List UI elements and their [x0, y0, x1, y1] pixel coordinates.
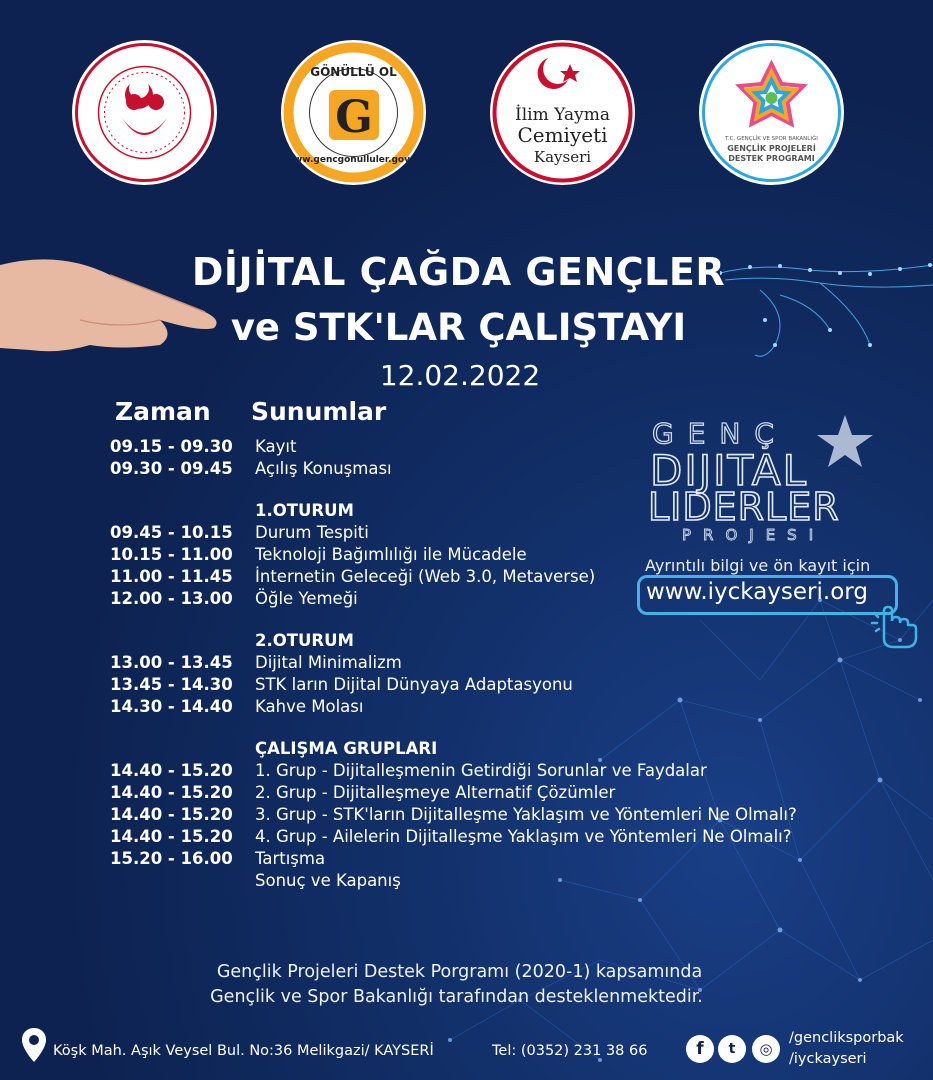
pointer-hand-icon — [870, 605, 925, 650]
twitter-icon[interactable]: t — [718, 1035, 746, 1063]
ilim-line3: Kayseri — [533, 148, 592, 166]
column-header-presentations: Sunumlar — [251, 397, 387, 426]
schedule-time: 15.20 - 16.00 — [110, 849, 233, 868]
ilim-line2: Cemiyeti — [517, 123, 608, 147]
funding-note-line2: Gençlik ve Spor Bakanlığı tarafından desteklenmektedir. — [210, 987, 703, 1007]
schedule-desc: 1. Grup - Dijitalleşmenin Getirdiği Sorunlar ve Faydalar — [255, 761, 707, 780]
schedule-desc: Durum Tespiti — [255, 523, 369, 542]
location-pin-icon — [22, 1028, 46, 1062]
schedule-desc: Kahve Molası — [255, 697, 364, 716]
schedule-desc: Öğle Yemeği — [255, 589, 358, 608]
funding-note-line1: Gençlik Projeleri Destek Porgramı (2020-1) kapsamında — [216, 962, 703, 982]
gonullu-ol-logo — [281, 40, 426, 185]
schedule-time: 11.00 - 11.45 — [110, 567, 233, 586]
website-link[interactable]: www.iyckayseri.org — [646, 579, 868, 605]
schedule-time: 09.45 - 10.15 — [110, 523, 233, 542]
gonullu-ol-text: GÖNÜLLÜ OL — [310, 65, 397, 79]
schedule-desc: 3. Grup - STK'ların Dijitalleşme Yaklaşım ve Yöntemleri Ne Olmalı? — [255, 805, 797, 824]
schedule-desc: İnternetin Geleceği (Web 3.0, Metaverse) — [255, 567, 596, 586]
schedule-desc: Dijital Minimalizm — [255, 653, 402, 672]
schedule-desc: 2. Grup - Dijitalleşmeye Alternatif Çözümler — [255, 783, 616, 802]
schedule-time: 09.15 - 09.30 — [110, 437, 233, 456]
phone-number: Tel: (0352) 231 38 66 — [492, 1043, 648, 1059]
facebook-icon[interactable]: f — [686, 1035, 714, 1063]
event-title-line2: ve STK'LAR ÇALIŞTAYI — [230, 306, 687, 349]
social-handle-iyc[interactable]: /iyckayseri — [789, 1051, 867, 1067]
schedule-desc: STK ların Dijital Dünyaya Adaptasyonu — [255, 675, 573, 694]
column-header-time: Zaman — [115, 397, 211, 426]
social-handle-ministry[interactable]: /gencliksporbak — [789, 1030, 904, 1046]
brand-line2: DIJITAL — [650, 446, 809, 495]
session1-title: 1.OTURUM — [255, 501, 354, 520]
genc-dijital-liderler-logo — [640, 415, 900, 550]
schedule-desc: Sonuç ve Kapanış — [255, 871, 401, 890]
schedule-time: 14.40 - 15.20 — [110, 805, 233, 824]
schedule-time: 12.00 - 13.00 — [110, 589, 233, 608]
schedule-desc: Açılış Konuşması — [255, 459, 392, 478]
ilim-line1: İlim Yayma — [514, 105, 611, 125]
schedule-desc: 4. Grup - Ailelerin Dijitalleşme Yaklaşım ve Yöntemleri Ne Olmalı? — [255, 827, 792, 846]
brand-line4: PROJESI — [682, 526, 826, 544]
gpdp-line2: DESTEK PROGRAMI — [728, 154, 815, 163]
gonullu-letter: G — [335, 92, 373, 143]
schedule-time: 14.40 - 15.20 — [110, 761, 233, 780]
schedule-time: 14.40 - 15.20 — [110, 783, 233, 802]
event-title-line1: DİJİTAL ÇAĞDA GENÇLER — [191, 250, 726, 294]
schedule-desc: Kayıt — [255, 437, 297, 456]
address: Köşk Mah. Aşık Veysel Bul. No:36 Melikgazi/ KAYSERİ — [53, 1043, 434, 1059]
gpdp-small: T.C. GENÇLİK VE SPOR BAKANLIĞI — [725, 136, 818, 142]
schedule-time: 09.30 - 09.45 — [110, 459, 233, 478]
schedule-desc: Teknoloji Bağımlılığı ile Mücadele — [255, 545, 527, 564]
ilim-yayma-logo — [490, 40, 635, 185]
schedule-time: 10.15 - 11.00 — [110, 545, 233, 564]
instagram-icon[interactable]: ◎ — [752, 1035, 780, 1063]
brand-line3: LIDERLER — [648, 485, 840, 529]
brand-line1: GENÇ — [652, 417, 788, 450]
ministry-logo — [72, 40, 217, 185]
schedule-desc: Tartışma — [255, 849, 326, 868]
event-date: 12.02.2022 — [379, 359, 541, 392]
schedule-time: 14.40 - 15.20 — [110, 827, 233, 846]
schedule-time: 14.30 - 14.40 — [110, 697, 233, 716]
gonullu-url-text: www.gencgonulluler.gov.tr — [285, 155, 422, 165]
schedule-time: 13.45 - 14.30 — [110, 675, 233, 694]
gpdp-logo — [699, 40, 844, 185]
groups-title: ÇALIŞMA GRUPLARI — [255, 739, 438, 758]
gpdp-line1: GENÇLİK PROJELERİ — [727, 144, 816, 153]
schedule-time: 13.00 - 13.45 — [110, 653, 233, 672]
session2-title: 2.OTURUM — [255, 631, 354, 650]
info-text: Ayrıntılı bilgi ve ön kayıt için — [645, 556, 871, 575]
